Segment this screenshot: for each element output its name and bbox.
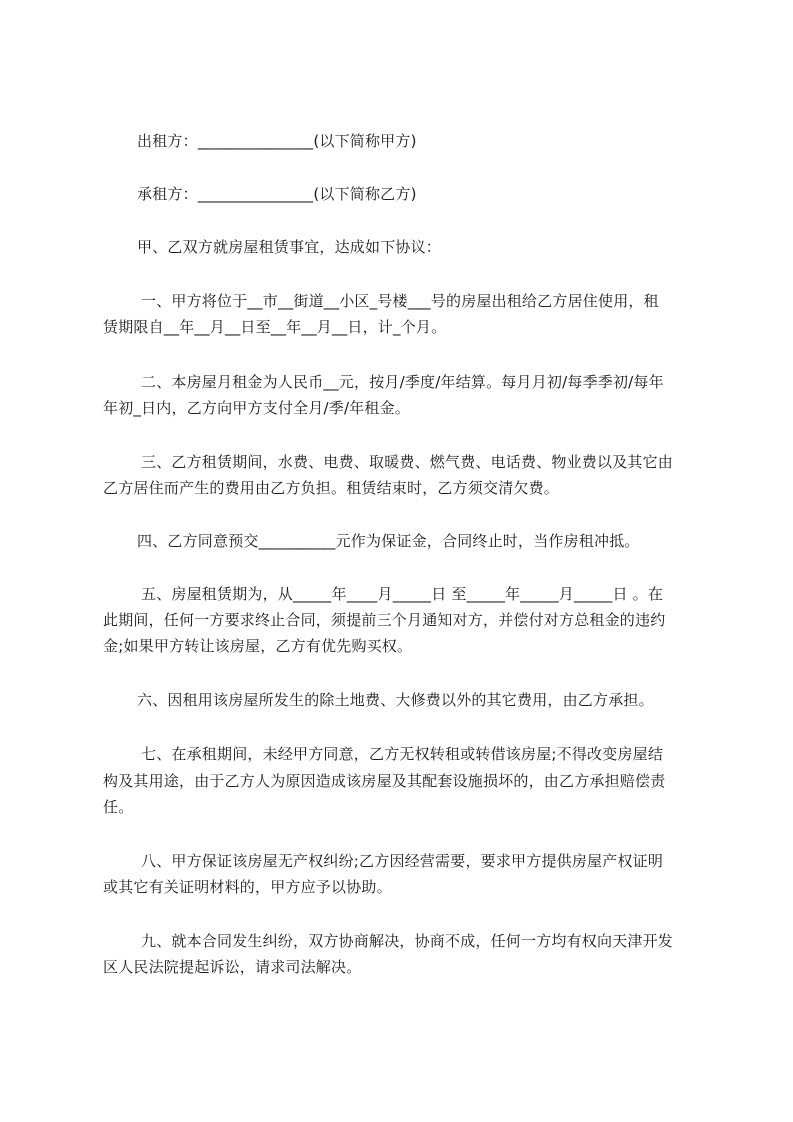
- clause-8-line-1: 八、甲方保证该房屋无产权纠纷;乙方因经营需要，要求甲方提供房屋产权证明: [141, 852, 664, 870]
- clause-8-line-2: 或其它有关证明材料的，甲方应予以协助。: [103, 878, 392, 896]
- lessee-suffix: (以下简称乙方): [313, 185, 417, 203]
- clause-1-line-2: 赁期限自__年__月__日至__年__月__日，计_个月。: [103, 318, 447, 336]
- clause-5-line-3: 金;如果甲方转让该房屋，乙方有优先购买权。: [103, 637, 413, 655]
- clause-3-line-1: 三、乙方租赁期间，水费、电费、取暖费、燃气费、电话费、物业费以及其它由: [141, 453, 674, 471]
- clause-9-line-2: 区人民法院提起诉讼，请求司法解决。: [103, 958, 362, 976]
- clause-4-line-1: 四、乙方同意预交__________元作为保证金，合同终止时，当作房租冲抵。: [137, 532, 640, 550]
- clause-2-line-2: 年初_日内，乙方向甲方支付全月/季/年租金。: [103, 399, 411, 417]
- clause-7-line-2: 构及其用途，由于乙方人为原因造成该房屋及其配套设施损坏的，由乙方承担赔偿责: [103, 772, 666, 790]
- agreement-intro: 甲、乙双方就房屋租赁事宜，达成如下协议：: [137, 238, 442, 256]
- lessee-line: [137, 185, 703, 203]
- clause-3-line-2: 乙方居住而产生的费用由乙方负担。租赁结束时，乙方须交清欠费。: [103, 479, 560, 497]
- lessor-line: [137, 132, 703, 150]
- clause-5-line-1: 五、房屋租赁期为，从_____年____月_____日 至_____年_____月_____日 。在: [141, 585, 664, 603]
- clause-7-line-1: 七、在承租期间，未经甲方同意，乙方无权转租或转借该房屋;不得改变房屋结: [141, 745, 664, 763]
- lessee-blank: _______________: [197, 185, 314, 203]
- clause-5-line-2: 此期间，任何一方要求终止合同，须提前三个月通知对方，并偿付对方总租金的违约: [103, 611, 666, 629]
- lessor-label: 出租方：: [137, 132, 198, 150]
- clause-6-line-1: 六、因租用该房屋所发生的除土地费、大修费以外的其它费用，由乙方承担。: [137, 691, 654, 709]
- lessor-suffix: (以下简称甲方): [313, 132, 417, 150]
- lessee-label: 承租方：: [137, 185, 198, 203]
- clause-1-line-1: 一、甲方将位于__市__街道__小区_号楼___号的房屋出租给乙方居住使用，租: [141, 292, 659, 310]
- clause-2-line-1: 二、本房屋月租金为人民币__元，按月/季度/年结算。每月月初/每季季初/每年: [141, 373, 664, 391]
- clause-9-line-1: 九、就本合同发生纠纷，双方协商解决，协商不成，任何一方均有权向天津开发: [141, 932, 674, 950]
- clause-7-line-3: 任。: [103, 798, 134, 816]
- lessor-blank: _______________: [197, 132, 314, 150]
